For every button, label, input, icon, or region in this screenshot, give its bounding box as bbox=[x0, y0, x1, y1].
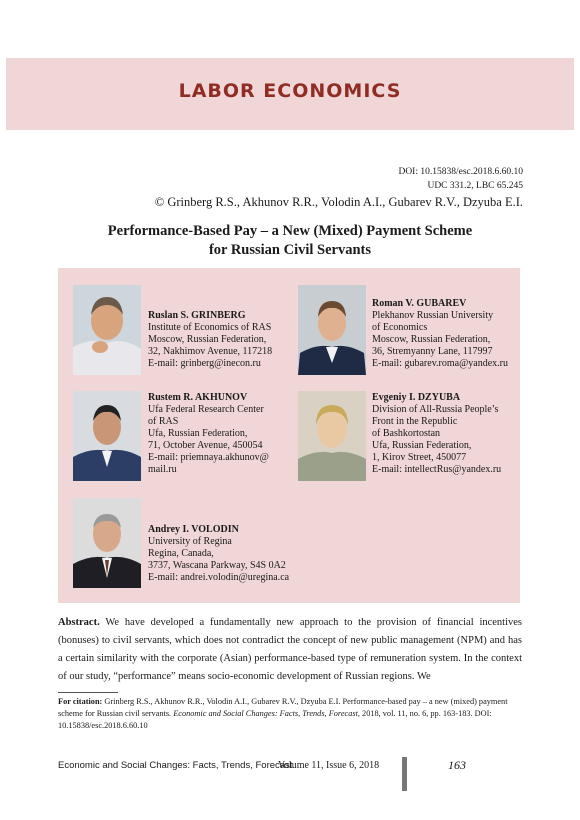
author-line: 1, Kirov Street, 450077 bbox=[372, 452, 467, 463]
author-info-gubarev bbox=[372, 298, 508, 370]
author-info-akhunov bbox=[148, 392, 269, 476]
footnote-rule bbox=[58, 692, 118, 693]
author-line: Front in the Republic bbox=[372, 416, 458, 427]
author-line: Institute of Economics of RAS bbox=[148, 322, 272, 333]
author-photo-akhunov bbox=[73, 391, 141, 481]
author-email: E-mail: intellectRus@yandex.ru bbox=[372, 464, 502, 475]
author-line: 36, Stremyanny Lane, 117997 bbox=[372, 346, 493, 357]
copyright-line: © Grinberg R.S., Akhunov R.R., Volodin A.I., Gubarev R.V., Dzyuba E.I. bbox=[154, 195, 523, 209]
author-email: E-mail: priemnaya.akhunov@ bbox=[148, 452, 269, 463]
citation-label: For citation: bbox=[58, 697, 103, 706]
citation-tail: , 2018, vol. 11, no. 6, pp. 163-183. DOI: 10.15838/esc.2018.6.60.10 bbox=[58, 709, 492, 730]
authors-box bbox=[58, 268, 520, 603]
author-line: Ufa, Russian Federation, bbox=[148, 428, 248, 439]
author-photo-volodin bbox=[73, 498, 141, 588]
citation-journal: Economic and Social Changes: Facts, Trends, Forecast bbox=[173, 709, 358, 718]
page-number: 163 bbox=[448, 758, 466, 772]
author-name: Rustem R. AKHUNOV bbox=[148, 392, 248, 403]
author-line: of Bashkortostan bbox=[372, 428, 441, 439]
author-line: Moscow, Russian Federation, bbox=[148, 334, 267, 345]
abstract-text: We have developed a fundamentally new approach to the provision of financial incentives (bonuses) to civil servants, which does not contradict the concept of new public management (NPM) and has a certain similarity with the corporate (Asian) performance-based type of remuneration system. In the context of our study, “performance” means socio-economic development of Russian regions. We bbox=[58, 617, 523, 682]
author-line: Plekhanov Russian University bbox=[372, 310, 494, 321]
footer-divider bbox=[402, 757, 407, 791]
author-name: Ruslan S. GRINBERG bbox=[148, 310, 246, 321]
author-line: Moscow, Russian Federation, bbox=[372, 334, 491, 345]
author-name: Evgeniy I. DZYUBA bbox=[372, 392, 461, 403]
paper-title-line-1: Performance-Based Pay – a New (Mixed) Payment Scheme bbox=[107, 223, 473, 239]
citation bbox=[58, 696, 522, 732]
citation-text: Grinberg R.S., Akhunov R.R., Volodin A.I., Gubarev R.V., Dzyuba E.I. Performance-based pay – a new (mixed) payment scheme for Russian civil servants. bbox=[58, 697, 508, 718]
author-line: of RAS bbox=[148, 416, 179, 427]
author-name: Andrey I. VOLODIN bbox=[148, 524, 239, 535]
author-email-cont: mail.ru bbox=[148, 464, 177, 475]
author-email: E-mail: grinberg@inecon.ru bbox=[148, 358, 261, 369]
author-info-grinberg bbox=[148, 310, 272, 370]
author-line: 71, October Avenue, 450054 bbox=[148, 440, 263, 451]
author-info-volodin bbox=[148, 524, 289, 584]
footer-journal: Economic and Social Changes: Facts, Trends, Forecast bbox=[58, 760, 293, 771]
author-photo-dzyuba bbox=[298, 391, 366, 481]
author-photo-gubarev bbox=[298, 285, 366, 375]
author-line: Regina, Canada, bbox=[148, 548, 214, 559]
author-line: University of Regina bbox=[148, 536, 232, 547]
paper-title-line-2: for Russian Civil Servants bbox=[208, 242, 372, 258]
author-photo-grinberg bbox=[73, 285, 141, 375]
footer-volume: Volume 11, Issue 6, 2018 bbox=[278, 760, 380, 771]
author-email: E-mail: andrei.volodin@uregina.ca bbox=[148, 572, 290, 583]
doi: DOI: 10.15838/esc.2018.6.60.10 bbox=[398, 167, 523, 177]
abstract-label: Abstract. bbox=[58, 617, 100, 628]
author-line: 3737, Wascana Parkway, S4S 0A2 bbox=[148, 560, 286, 571]
section-title: LABOR ECONOMICS bbox=[178, 80, 402, 102]
author-line: of Economics bbox=[372, 322, 428, 333]
author-email: E-mail: gubarev.roma@yandex.ru bbox=[372, 358, 509, 369]
author-info-dzyuba bbox=[372, 392, 501, 476]
author-line: Division of All-Russia People’s bbox=[372, 404, 499, 415]
udc: UDC 331.2, LBC 65.245 bbox=[427, 181, 523, 191]
section-banner bbox=[6, 58, 574, 130]
author-name: Roman V. GUBAREV bbox=[372, 298, 467, 309]
author-line: 32, Nakhimov Avenue, 117218 bbox=[148, 346, 273, 357]
abstract bbox=[58, 614, 522, 686]
author-line: Ufa, Russian Federation, bbox=[372, 440, 472, 451]
author-line: Ufa Federal Research Center bbox=[148, 404, 264, 415]
